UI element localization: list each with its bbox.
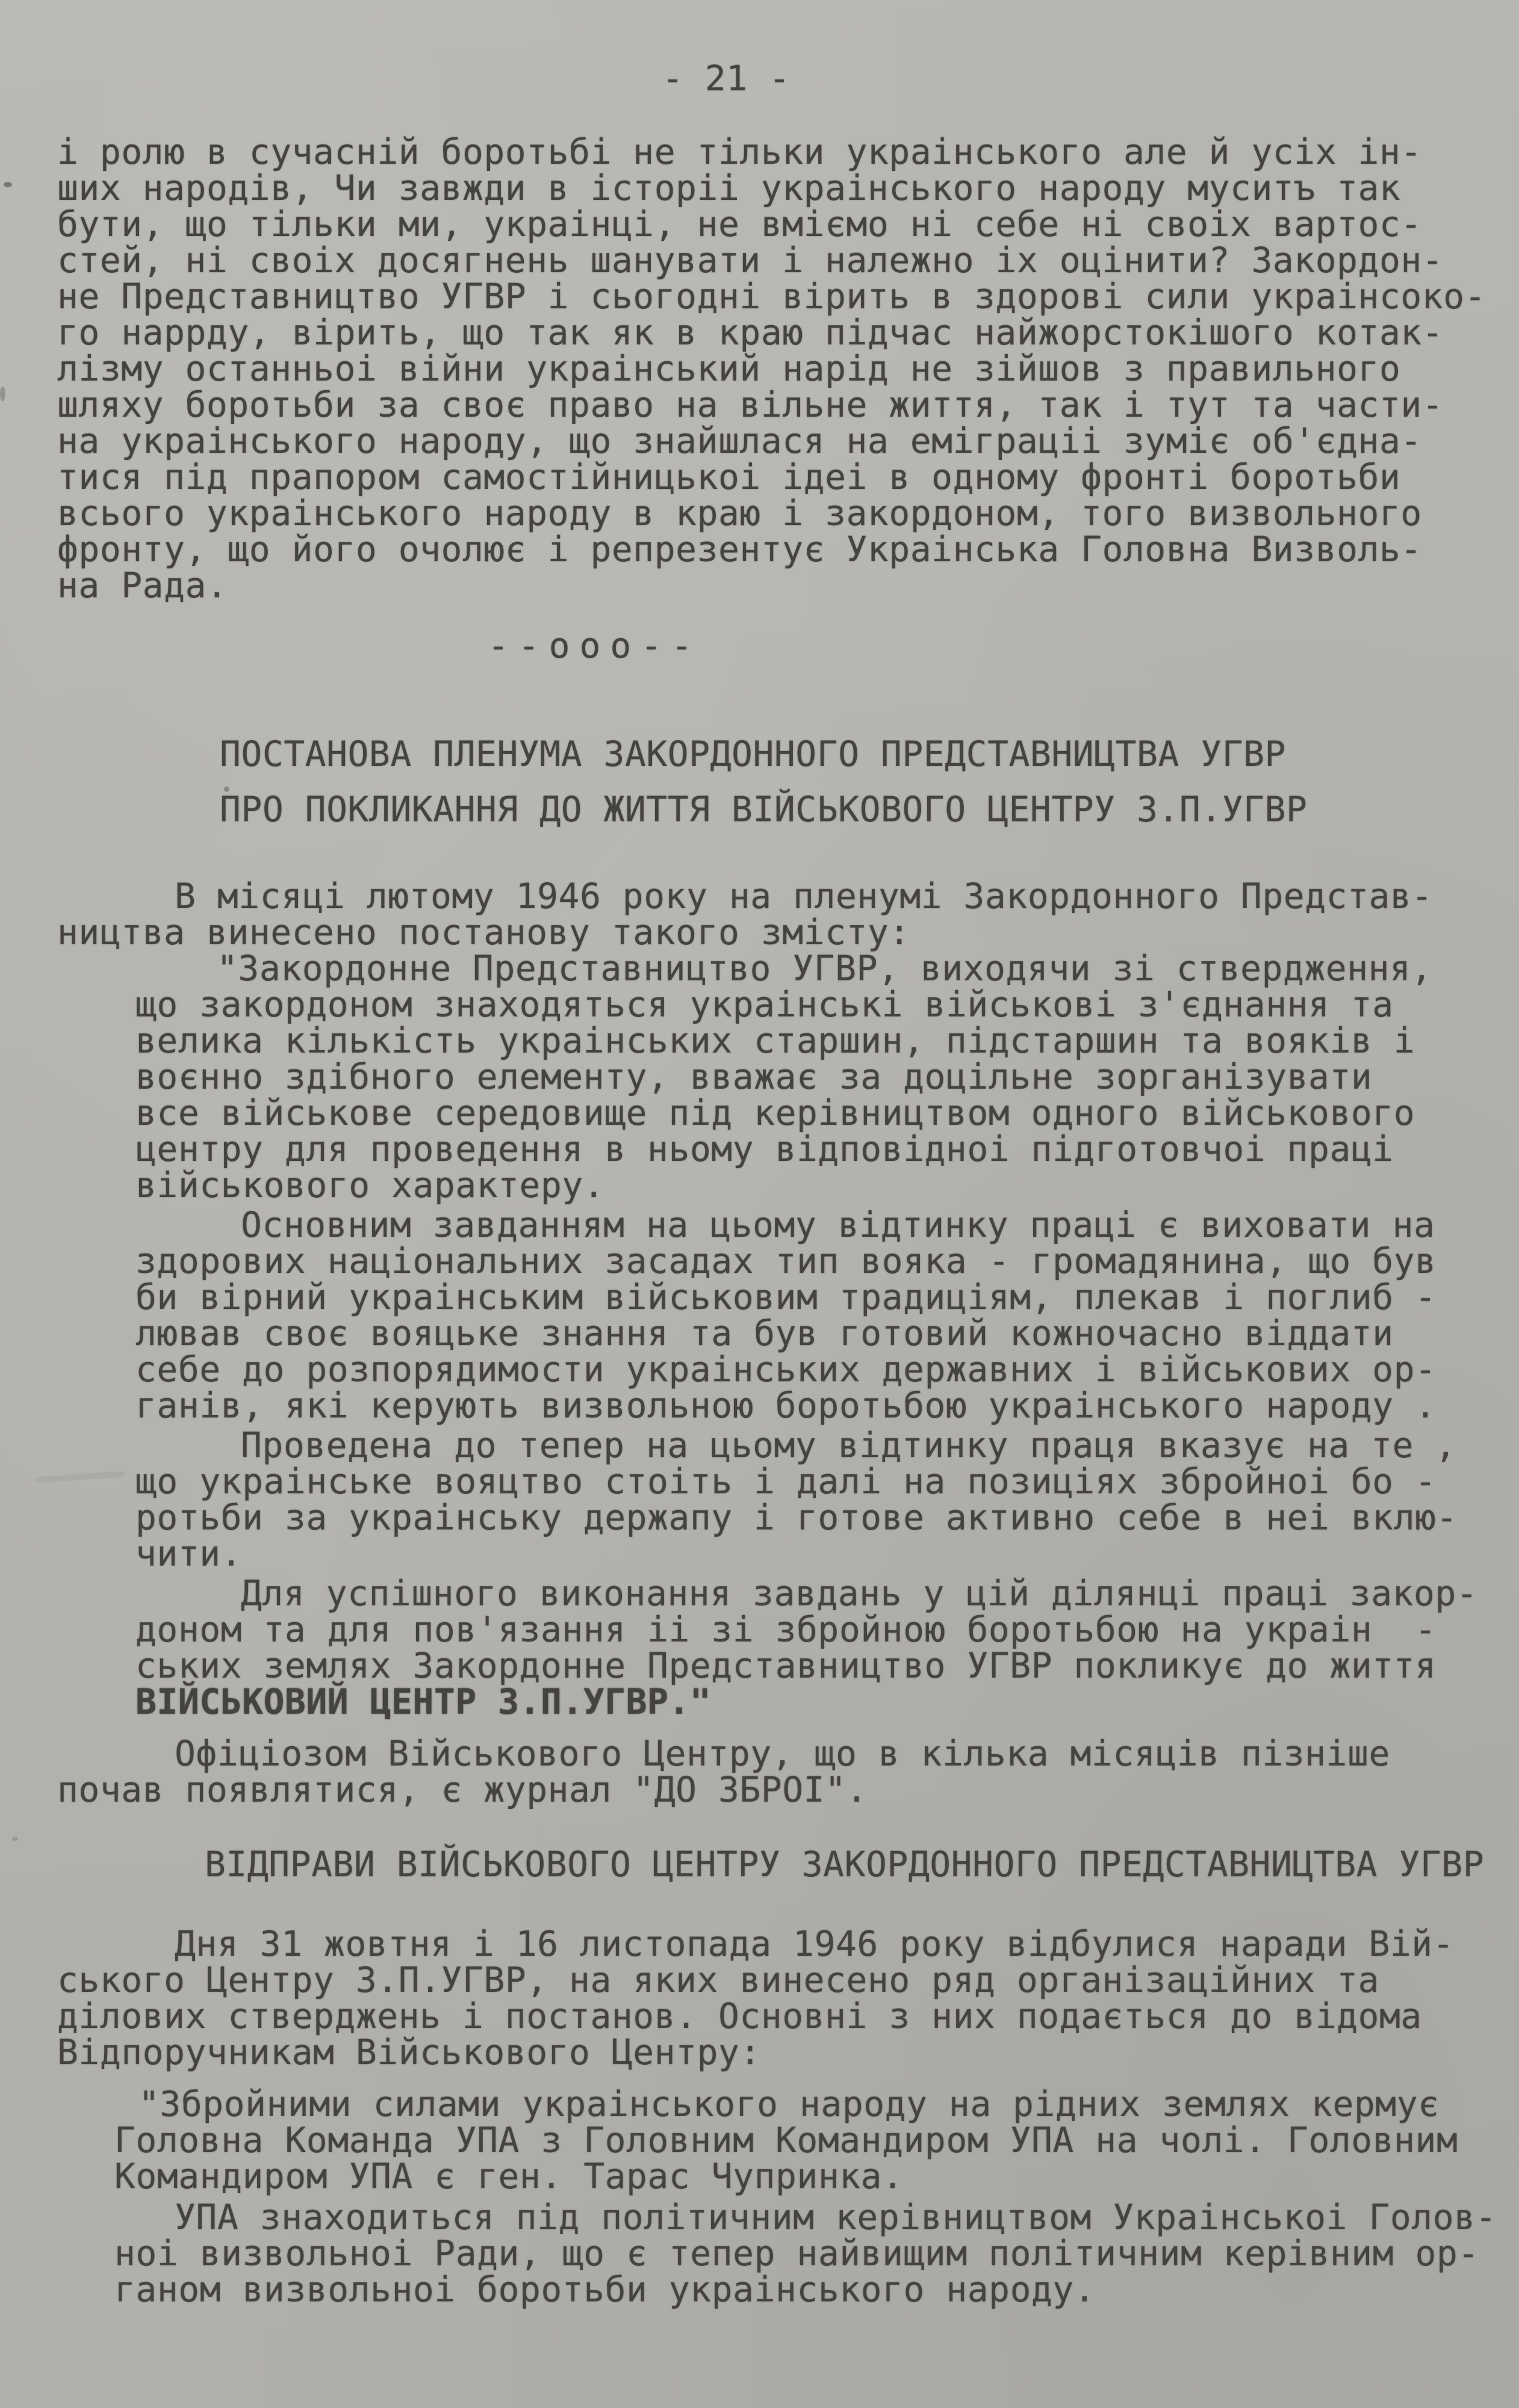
text-line: Проведена до тепер на цьому відтинку праця вказує на те , <box>241 1425 1456 1466</box>
text-line: го наррду, вірить, що так як в краю підчас найжорстокішого котак- <box>57 312 1444 353</box>
text-line: ПОСТАНОВА ПЛЕНУМА ЗАКОРДОННОГО ПРЕДСТАВНИЦТВА УГВР <box>220 733 1286 774</box>
text-line: Відпоручникам Військового Центру: <box>57 2032 761 2073</box>
text-line: почав появлятися, є журнал "ДО ЗБРОІ". <box>57 1769 868 1810</box>
resolution-heading-line-2 <box>220 789 1519 830</box>
text-line: себе до розпорядимости украінських державних і військових ор- <box>135 1349 1437 1390</box>
text-line: би вірний украінським військовим традиціям, плекав і поглиб - <box>135 1277 1437 1318</box>
meetings-paragraph <box>57 1923 1519 2073</box>
text-line: ділових стверджень і постанов. Основні з них подається до відома <box>57 1996 1422 2036</box>
text-line: ротьби за украінську держапу і готове активно себе в неі вклю- <box>135 1497 1458 1538</box>
text-line: військового характеру. <box>135 1165 605 1206</box>
ink-speck <box>4 182 12 187</box>
text-line: ських землях Закордонне Представництво УГВР покликує до життя <box>135 1645 1437 1686</box>
text-line: В місяці лютому 1946 року на пленумі Закордонного Представ- <box>175 876 1433 916</box>
text-line: на украінського народу, що знайшлася на еміграціі зуміє об'єдна- <box>57 420 1422 461</box>
text-line: на Рада. <box>57 565 228 606</box>
text-line: - - о о о - - <box>488 625 693 666</box>
upa-leadership-paragraph <box>114 2197 1519 2310</box>
resolution-quote-paragraph-3 <box>135 1427 1519 1572</box>
resolution-quote-paragraph-2 <box>135 1204 1519 1426</box>
official-journal-paragraph <box>57 1735 1519 1808</box>
resolution-quote-paragraph-4 <box>135 1575 1519 1720</box>
text-line: "Закордонне Представництво УГВР, виходячи зі ствердження, <box>217 948 1432 989</box>
text-line: тися під прапором самостійницькоі ідеі в одному фронті боротьби <box>57 456 1401 497</box>
text-line: ганів, які керують визвольною боротьбою украінського народу . <box>135 1385 1437 1426</box>
text-line: бути, що тільки ми, украінці, не вміємо ні себе ні своіх вартос- <box>57 204 1422 244</box>
continued-paragraph <box>57 131 1519 606</box>
ink-speck <box>12 1837 18 1841</box>
text-line: Головна Команда УПА з Головним Командиром УПА на чолі. Головним <box>114 2120 1458 2161</box>
text-line: УПА знаходиться під політичним керівництвом Украінськоі Голов- <box>175 2197 1497 2238</box>
ink-speck <box>224 786 229 792</box>
text-line: що украінське вояцтво стоіть і далі на позиціях збройноі бо - <box>135 1461 1437 1502</box>
text-line: фронту, що його очолює і репрезентує Украінська Головна Визволь- <box>57 529 1422 570</box>
text-line: Офіціозом Військового Центру, що в кілька місяців пізніше <box>175 1733 1390 1774</box>
dispatches-heading <box>205 1844 1519 1885</box>
text-line: здорових національних засадах тип вояка - громадянина, що був <box>135 1240 1437 1281</box>
text-line: "Збройними силами украінського народу на рідних землях кермує <box>138 2083 1440 2124</box>
text-line: і ролю в сучасній боротьбі не тільки украінського але й усіх ін- <box>57 131 1422 172</box>
text-line: воєнно здібного елементу, вважає за доцільне зорганізувати <box>135 1056 1373 1097</box>
text-line: Основним завданням на цьому відтинку праці є виховати на <box>241 1204 1435 1245</box>
text-line: що закордоном знаходяться украінські військові з'єднання та <box>135 984 1394 1025</box>
text-line: ВІЙСЬКОВИЙ ЦЕНТР З.П.УГВР." <box>135 1681 712 1722</box>
text-line: велика кількість украінських старшин, підстаршин та вояків і <box>135 1020 1415 1061</box>
text-line: всього украінського народу в краю і закордоном, того визвольного <box>57 493 1422 534</box>
text-line: ВІДПРАВИ ВІЙСЬКОВОГО ЦЕНТРУ ЗАКОРДОННОГО ПРЕДСТАВНИЦТВА УГВР <box>205 1844 1485 1885</box>
text-line: Дня 31 жовтня і 16 листопада 1946 року відбулися наради Вій- <box>175 1923 1455 1964</box>
text-line: Командиром УПА є ген. Тарас Чупринка. <box>114 2156 904 2197</box>
text-line: центру для проведення в ньому відповідноі підготовчоі праці <box>135 1128 1394 1169</box>
text-line: ноі визвольноі Ради, що є тепер найвищим політичним керівним ор- <box>114 2233 1479 2274</box>
text-line: ського Центру З.П.УГВР, на яких винесено ряд організаційних та <box>57 1959 1379 2000</box>
page-number: - 21 - <box>662 58 791 99</box>
text-line: ництва винесено постанову такого змісту: <box>57 912 910 953</box>
text-line: ПРО ПОКЛИКАННЯ ДО ЖИТТЯ ВІЙСЬКОВОГО ЦЕНТРУ З.П.УГВР <box>220 789 1308 830</box>
resolution-quote-paragraph-1 <box>135 948 1519 1206</box>
text-line: не Представництво УГВР і сьогодні вірить в здорові сили украінсоко- <box>57 276 1486 317</box>
text-line: лізму останньоі війни украінський нарід не зійшов з правильного <box>57 348 1401 389</box>
text-line: шляху боротьби за своє право на вільне життя, так і тут та части- <box>57 384 1444 425</box>
section-separator <box>488 627 1519 664</box>
text-line: ганом визвольноі боротьби украінського народу. <box>114 2269 1096 2310</box>
text-line: чити. <box>135 1533 243 1574</box>
ink-speck <box>0 387 5 401</box>
text-line: лював своє вояцьке знання та був готовий кожночасно віддати <box>135 1313 1394 1354</box>
text-line: ших народів, Чи завжди в історіі украінського народу муситъ так <box>57 167 1401 208</box>
text-line: Для успішного виконання завдань у цій ділянці праці закор- <box>241 1573 1478 1614</box>
plenum-intro-paragraph <box>57 876 1519 953</box>
armed-forces-quote-paragraph <box>114 2083 1519 2197</box>
text-line: все військове середовище під керівництвом одного військового <box>135 1092 1415 1133</box>
text-line: стей, ні своіх досягнень шанувати і належно іх оцінити? Закордон- <box>57 240 1444 281</box>
text-line: доном та для пов'язання іі зі збройною боротьбою на украін - <box>135 1609 1437 1650</box>
resolution-heading-line-1 <box>220 733 1519 774</box>
